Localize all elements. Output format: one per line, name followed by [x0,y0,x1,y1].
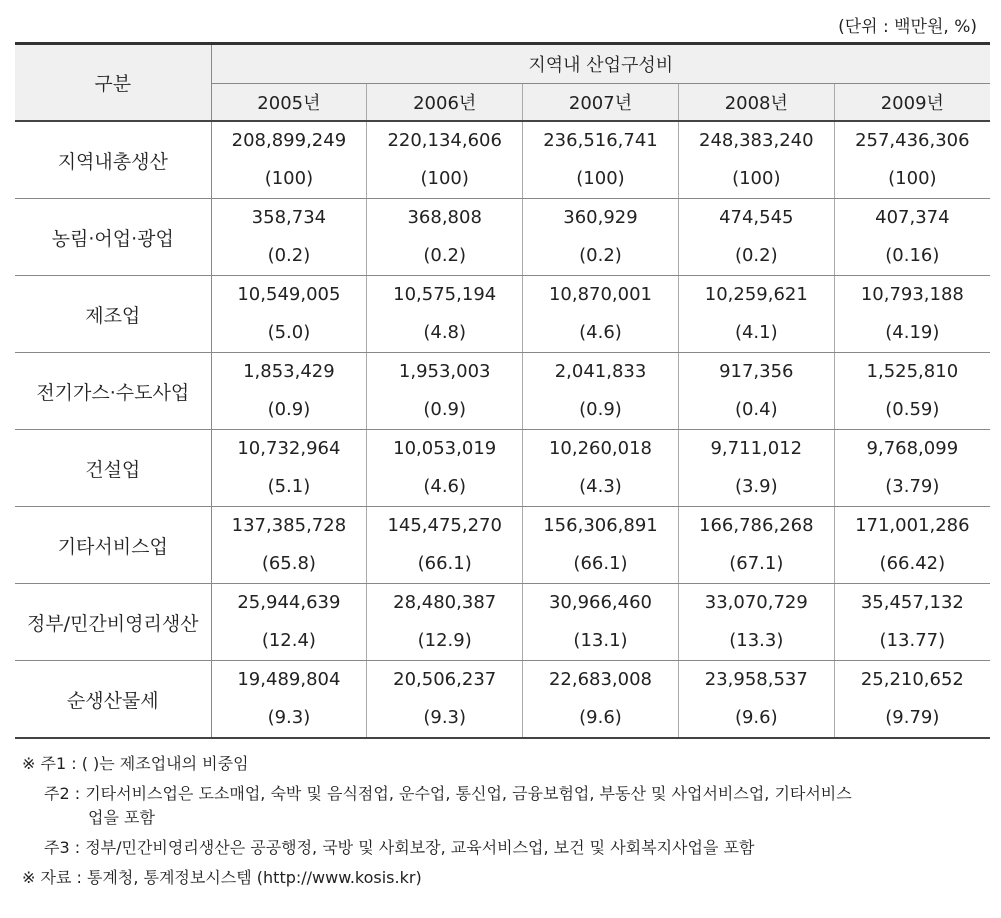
value-cell [523,199,679,276]
value-cell [523,430,679,507]
share-value: (0.2) [423,245,467,266]
share-value: (5.1) [267,476,311,497]
share-value: (100) [888,168,937,189]
value-cell [678,584,834,661]
amount-value: 10,549,005 [237,284,341,305]
header-year: 2009년 [834,84,990,122]
amount-value: 19,489,804 [237,669,341,690]
share-value: (5.0) [267,322,311,343]
amount-value: 10,793,188 [860,284,964,305]
share-value: (12.9) [417,630,472,651]
amount-value: 257,436,306 [855,130,970,151]
share-value: (65.8) [261,553,316,574]
share-value: (4.1) [734,322,778,343]
table-row [15,199,990,276]
amount-value: 166,786,268 [699,515,814,536]
amount-value: 220,134,606 [387,130,502,151]
share-value: (66.1) [573,553,628,574]
amount-value: 35,457,132 [860,592,964,613]
value-cell [367,507,523,584]
value-cell [678,507,834,584]
amount-value: 22,683,008 [548,669,653,690]
amount-value: 171,001,286 [855,515,970,536]
value-cell [523,276,679,353]
amount-value: 25,210,652 [860,669,964,690]
row-label: 전기가스·수도사업 [15,353,211,430]
value-cell [211,507,367,584]
value-cell [834,353,990,430]
value-cell [523,507,679,584]
share-value: (9.79) [885,707,940,728]
value-cell [678,199,834,276]
amount-value: 156,306,891 [543,515,658,536]
value-cell [367,121,523,199]
value-cell [367,353,523,430]
amount-value: 2,041,833 [554,361,647,382]
share-value: (0.2) [579,245,622,266]
value-cell [834,584,990,661]
value-cell [211,353,367,430]
amount-value: 407,374 [875,207,950,228]
value-cell [211,661,367,739]
value-cell [678,661,834,739]
amount-value: 248,383,240 [699,130,814,151]
row-label: 순생산물세 [15,661,211,739]
share-value: (0.2) [734,245,778,266]
amount-value: 10,870,001 [548,284,653,305]
table-row [15,661,990,739]
industry-composition-table [15,42,990,739]
amount-value: 1,853,429 [243,361,335,382]
header-year: 2007년 [523,84,679,122]
value-cell [678,430,834,507]
amount-value: 20,506,237 [393,669,497,690]
amount-value: 145,475,270 [387,515,502,536]
note-3: 주3 : 정부/민간비영리생산은 공공행정, 국방 및 사회보장, 교육서비스업, 보건 및 사회복지사업을 포함 [44,838,755,857]
share-value: (9.6) [579,707,622,728]
table-row [15,430,990,507]
note-1: ※ 주1 : ( )는 제조업내의 비중임 [22,754,249,773]
table-row [15,584,990,661]
row-label: 건설업 [15,430,211,507]
row-label: 기타서비스업 [15,507,211,584]
row-label: 농림·어업·광업 [15,199,211,276]
value-cell [678,276,834,353]
header-year: 2005년 [211,84,367,122]
amount-value: 236,516,741 [543,130,658,151]
table-row [15,507,990,584]
amount-value: 474,545 [719,207,794,228]
note-2-continued: 업을 포함 [88,808,155,827]
header-group: 지역내 산업구성비 [211,44,990,84]
table-row [15,276,990,353]
share-value: (0.9) [267,399,311,420]
amount-value: 10,732,964 [237,438,341,459]
table-row [15,121,990,199]
amount-value: 10,575,194 [393,284,497,305]
value-cell [211,430,367,507]
table-row [15,353,990,430]
amount-value: 10,259,621 [704,284,808,305]
share-value: (0.2) [267,245,311,266]
value-cell [523,121,679,199]
header-category: 구분 [15,44,211,122]
amount-value: 1,953,003 [398,361,491,382]
row-label: 제조업 [15,276,211,353]
value-cell [834,199,990,276]
amount-value: 10,260,018 [548,438,653,459]
share-value: (0.4) [734,399,778,420]
value-cell [678,353,834,430]
share-value: (0.9) [423,399,467,420]
value-cell [834,276,990,353]
row-label: 지역내총생산 [15,121,211,199]
source-note: ※ 자료 : 통계청, 통계정보시스템 (http://www.kosis.kr) [22,868,422,887]
value-cell [367,199,523,276]
share-value: (4.6) [423,476,467,497]
amount-value: 368,808 [407,207,482,228]
value-cell [367,430,523,507]
share-value: (100) [576,168,625,189]
row-label: 정부/민간비영리생산 [15,584,211,661]
unit-label: (단위 : 백만원, %) [838,17,977,37]
value-cell [211,121,367,199]
value-cell [834,661,990,739]
value-cell [211,584,367,661]
amount-value: 25,944,639 [237,592,341,613]
amount-value: 10,053,019 [393,438,497,459]
value-cell [523,353,679,430]
note-2: 주2 : 기타서비스업은 도소매업, 숙박 및 음식점업, 운수업, 통신업, 금융보험업, 부동산 및 사업서비스업, 기타서비스 [44,784,852,803]
share-value: (9.3) [267,707,311,728]
share-value: (67.1) [729,553,784,574]
value-cell [367,276,523,353]
share-value: (0.9) [579,399,622,420]
amount-value: 9,768,099 [866,438,959,459]
value-cell [834,507,990,584]
share-value: (4.8) [423,322,467,343]
share-value: (9.3) [423,707,467,728]
value-cell [211,276,367,353]
value-cell [367,661,523,739]
share-value: (13.1) [573,630,628,651]
header-year: 2008년 [678,84,834,122]
share-value: (4.6) [579,322,622,343]
share-value: (100) [264,168,314,189]
value-cell [523,661,679,739]
value-cell [523,584,679,661]
amount-value: 33,070,729 [704,592,808,613]
value-cell [834,121,990,199]
share-value: (100) [420,168,469,189]
value-cell [211,199,367,276]
share-value: (100) [732,168,781,189]
amount-value: 23,958,537 [704,669,808,690]
amount-value: 917,356 [719,361,794,382]
amount-value: 208,899,249 [231,130,347,151]
amount-value: 9,711,012 [710,438,803,459]
header-year: 2006년 [367,84,523,122]
share-value: (4.3) [579,476,622,497]
share-value: (0.16) [885,245,940,266]
amount-value: 358,734 [251,207,327,228]
share-value: (3.79) [885,476,940,497]
amount-value: 1,525,810 [866,361,959,382]
share-value: (66.1) [417,553,472,574]
share-value: (12.4) [261,630,316,651]
value-cell [678,121,834,199]
amount-value: 137,385,728 [231,515,347,536]
share-value: (3.9) [734,476,778,497]
amount-value: 28,480,387 [393,592,497,613]
footnotes [22,752,982,890]
share-value: (9.6) [734,707,778,728]
value-cell [367,584,523,661]
amount-value: 30,966,460 [548,592,653,613]
share-value: (4.19) [885,322,940,343]
share-value: (13.77) [879,630,946,651]
amount-value: 360,929 [563,207,638,228]
value-cell [834,430,990,507]
share-value: (66.42) [879,553,946,574]
share-value: (0.59) [885,399,940,420]
share-value: (13.3) [729,630,784,651]
